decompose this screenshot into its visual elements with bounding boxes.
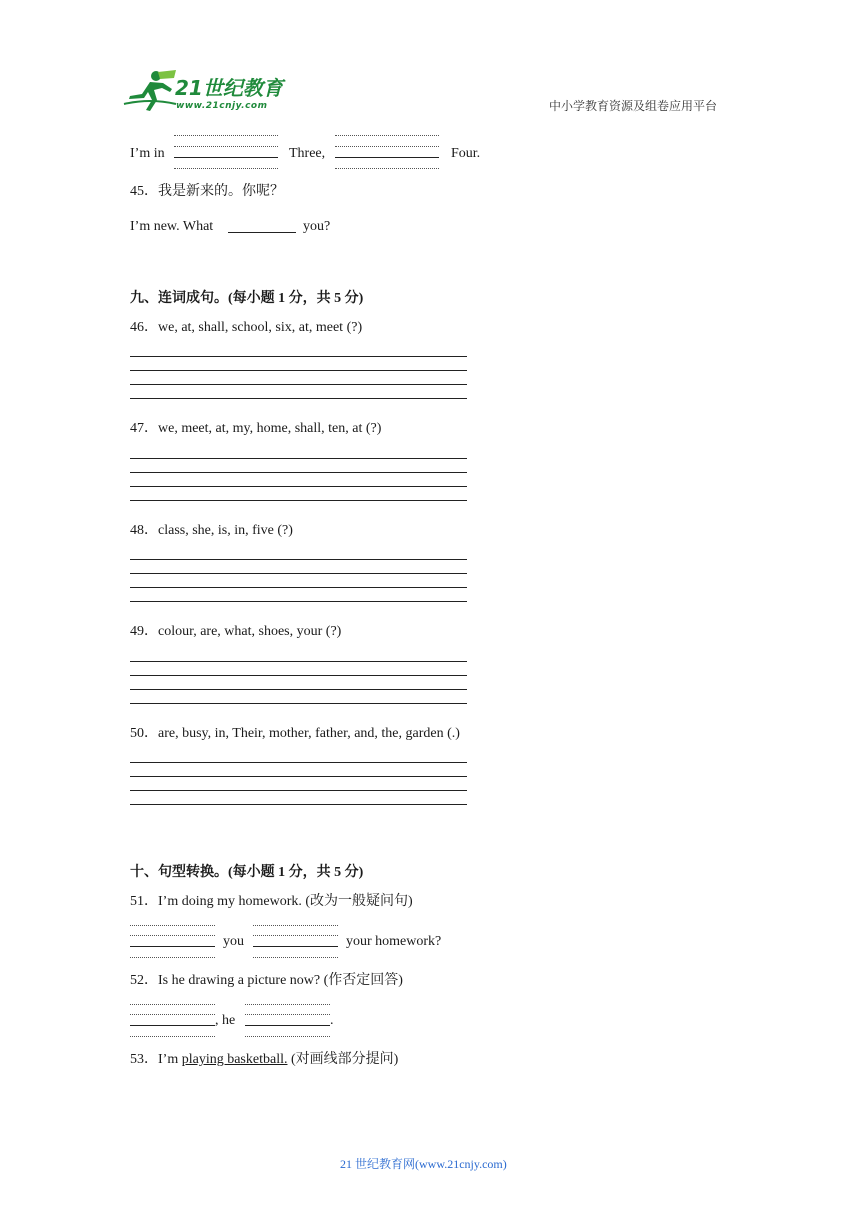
q51-mid: you bbox=[223, 934, 244, 949]
platform-label: 中小学教育资源及组卷应用平台 bbox=[549, 99, 718, 113]
q52-blank2-guide-top bbox=[245, 1004, 330, 1005]
q44-blank2-guide-mid bbox=[335, 146, 439, 147]
q46-answer-line-1[interactable] bbox=[130, 356, 467, 357]
q50-prompt: 50．are, busy, in, Their, mother, father, and, the, garden (.) bbox=[130, 726, 460, 741]
q52-blank1-guide-top bbox=[130, 1004, 215, 1005]
logo-main-text: 21世纪教育 bbox=[175, 76, 283, 100]
q53-line bbox=[130, 1051, 398, 1069]
q49-prompt: 49．colour, are, what, shoes, your (?) bbox=[130, 624, 342, 639]
logo-url-text: www.21cnjy.com bbox=[176, 101, 268, 111]
q50-answer-line-4[interactable] bbox=[130, 804, 467, 805]
q48-answer-line-1[interactable] bbox=[130, 559, 467, 560]
q50-answer-line-1[interactable] bbox=[130, 762, 467, 763]
header-logo bbox=[120, 68, 295, 114]
q44-end: Four. bbox=[451, 146, 481, 161]
runner-logo-icon bbox=[120, 68, 180, 114]
q52-blank2[interactable] bbox=[245, 1025, 330, 1026]
q53-prefix: 53．I’m bbox=[130, 1052, 182, 1067]
q51-blank1-guide-mid bbox=[130, 935, 215, 936]
q52-end: . bbox=[330, 1013, 334, 1028]
q46-answer-line-2[interactable] bbox=[130, 370, 467, 371]
q46-answer-line-4[interactable] bbox=[130, 398, 467, 399]
q47-prompt: 47．we, meet, at, my, home, shall, ten, at (?) bbox=[130, 421, 382, 436]
q51-prompt: 51．I’m doing my homework. (改为一般疑问句) bbox=[130, 894, 413, 909]
q52-mid: , he bbox=[215, 1013, 236, 1028]
q44-blank1[interactable] bbox=[174, 157, 278, 158]
q51-end: your homework? bbox=[346, 934, 442, 949]
q49-answer-line-4[interactable] bbox=[130, 703, 467, 704]
q52-prompt: 52．Is he drawing a picture now? (作否定回答) bbox=[130, 973, 403, 988]
q51-blank2-guide-mid bbox=[253, 935, 338, 936]
q52-blank1[interactable] bbox=[130, 1025, 215, 1026]
q48-answer-line-4[interactable] bbox=[130, 601, 467, 602]
q52-blank1-guide-bottom bbox=[130, 1036, 215, 1037]
section10-title: 十、句型转换。(每小题 1 分，共 5 分) bbox=[130, 865, 364, 880]
q44-blank1-guide-bottom bbox=[174, 168, 278, 169]
q51-blank1-guide-bottom bbox=[130, 957, 215, 958]
q51-blank1[interactable] bbox=[130, 946, 215, 947]
q49-answer-line-1[interactable] bbox=[130, 661, 467, 662]
q51-blank2[interactable] bbox=[253, 946, 338, 947]
q51-blank1-guide-top bbox=[130, 925, 215, 926]
q45-line-b: you? bbox=[303, 219, 331, 234]
q53-underlined: playing basketball. bbox=[181, 1052, 288, 1067]
q52-blank1-guide-mid bbox=[130, 1014, 215, 1015]
q48-answer-line-3[interactable] bbox=[130, 587, 467, 588]
q50-answer-line-2[interactable] bbox=[130, 776, 467, 777]
q44-blank1-guide-top bbox=[174, 135, 278, 136]
q44-prefix: I’m in bbox=[130, 146, 165, 161]
q52-blank2-guide-mid bbox=[245, 1014, 330, 1015]
q47-answer-line-3[interactable] bbox=[130, 486, 467, 487]
q46-prompt: 46．we, at, shall, school, six, at, meet (?) bbox=[130, 320, 363, 335]
q49-answer-line-2[interactable] bbox=[130, 675, 467, 676]
q47-answer-line-2[interactable] bbox=[130, 472, 467, 473]
q45-blank[interactable] bbox=[228, 232, 296, 233]
q50-answer-line-3[interactable] bbox=[130, 790, 467, 791]
q52-blank2-guide-bottom bbox=[245, 1036, 330, 1037]
section9-title: 九、连词成句。(每小题 1 分，共 5 分) bbox=[130, 291, 364, 306]
q51-blank2-guide-top bbox=[253, 925, 338, 926]
q53-suffix: (对画线部分提问) bbox=[287, 1052, 399, 1067]
q49-answer-line-3[interactable] bbox=[130, 689, 467, 690]
q47-answer-line-1[interactable] bbox=[130, 458, 467, 459]
q45-prompt: 45．我是新来的。你呢？ bbox=[130, 184, 284, 199]
q44-blank2-guide-bottom bbox=[335, 168, 439, 169]
q51-blank2-guide-bottom bbox=[253, 957, 338, 958]
q48-answer-line-2[interactable] bbox=[130, 573, 467, 574]
q45-line-a: I’m new. What bbox=[130, 219, 214, 234]
q44-blank2[interactable] bbox=[335, 157, 439, 158]
q47-answer-line-4[interactable] bbox=[130, 500, 467, 501]
q44-mid: Three, bbox=[289, 146, 326, 161]
footer-text[interactable]: 21 世纪教育网(www.21cnjy.com) bbox=[340, 1157, 507, 1171]
q46-answer-line-3[interactable] bbox=[130, 384, 467, 385]
q44-blank1-guide-mid bbox=[174, 146, 278, 147]
q48-prompt: 48．class, she, is, in, five (?) bbox=[130, 523, 293, 538]
q44-blank2-guide-top bbox=[335, 135, 439, 136]
